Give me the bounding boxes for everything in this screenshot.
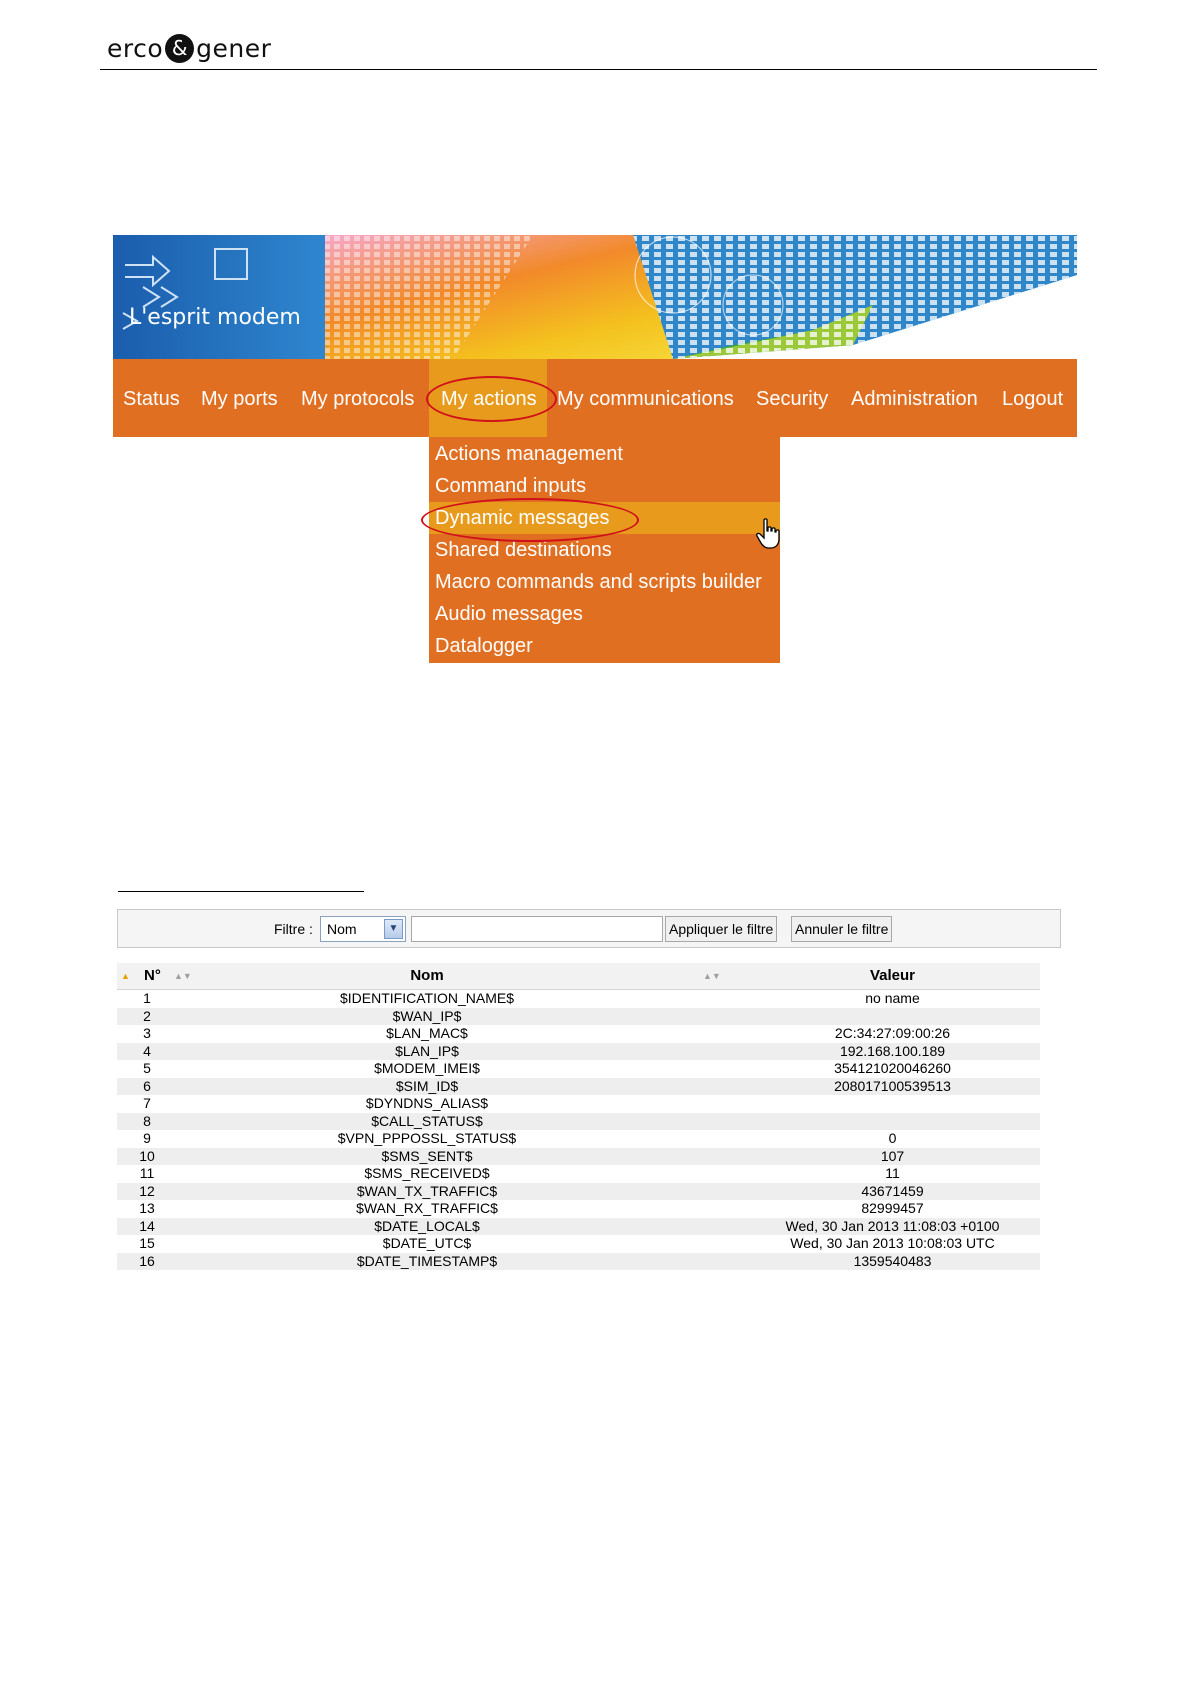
cell-valeur: Wed, 30 Jan 2013 10:08:03 UTC bbox=[790, 1235, 995, 1251]
cell-valeur: 354121020046260 bbox=[834, 1060, 951, 1076]
sort-asc-icon[interactable]: ▲ bbox=[121, 971, 130, 981]
cell-nom: $DATE_UTC$ bbox=[382, 1235, 472, 1251]
table-row[interactable] bbox=[117, 1165, 1040, 1183]
cell-num: 2 bbox=[143, 1007, 151, 1024]
cell-nom: $MODEM_IMEI$ bbox=[374, 1060, 480, 1076]
cell-nom: $SMS_SENT$ bbox=[381, 1147, 473, 1164]
menu-item-shared-destinations[interactable]: Shared destinations bbox=[435, 539, 612, 561]
cell-num: 13 bbox=[139, 1200, 155, 1216]
table-row[interactable] bbox=[117, 1200, 1040, 1218]
cell-nom: $DYNDNS_ALIAS$ bbox=[365, 1095, 489, 1111]
cell-nom: $DATE_TIMESTAMP$ bbox=[356, 1252, 498, 1269]
cell-num: 16 bbox=[139, 1252, 155, 1269]
site-banner bbox=[113, 235, 1077, 359]
cell-valeur: Wed, 30 Jan 2013 11:08:03 +0100 bbox=[785, 1217, 1000, 1234]
nav-item-security[interactable]: Security bbox=[756, 388, 829, 410]
cell-nom: $DATE_LOCAL$ bbox=[374, 1217, 480, 1234]
cancel-filter-button[interactable]: Annuler le filtre bbox=[791, 916, 892, 942]
table-row[interactable] bbox=[117, 990, 1040, 1008]
column-header-nom[interactable]: Nom bbox=[410, 967, 444, 984]
sort-icon[interactable]: ▲▼ bbox=[174, 971, 192, 981]
cell-num: 6 bbox=[143, 1077, 151, 1094]
column-header-valeur[interactable]: Valeur bbox=[869, 967, 916, 984]
cell-num: 1 bbox=[143, 990, 151, 1006]
cell-nom: $VPN_PPPOSSL_STATUS$ bbox=[337, 1130, 517, 1146]
cell-valeur: 208017100539513 bbox=[834, 1077, 951, 1094]
logo-ampersand: & bbox=[165, 34, 194, 63]
filter-field-value: Nom bbox=[327, 921, 357, 937]
banner-graphic bbox=[113, 235, 1077, 359]
table-row[interactable] bbox=[117, 1008, 1040, 1026]
table-row[interactable] bbox=[117, 1078, 1040, 1096]
banner-slogan: L'esprit modem bbox=[129, 305, 301, 330]
cell-num: 8 bbox=[143, 1112, 151, 1129]
cell-num: 4 bbox=[143, 1042, 151, 1059]
cell-nom: $SMS_RECEIVED$ bbox=[364, 1165, 490, 1181]
cell-valeur: 0 bbox=[888, 1130, 897, 1146]
cell-valeur: 82999457 bbox=[861, 1200, 924, 1216]
cell-valeur: 107 bbox=[880, 1147, 905, 1164]
cell-num: 5 bbox=[143, 1060, 151, 1076]
table-row[interactable] bbox=[117, 1130, 1040, 1148]
table-row[interactable] bbox=[117, 1025, 1040, 1043]
menu-item-macro-commands[interactable]: Macro commands and scripts builder bbox=[435, 571, 762, 593]
cell-nom: $LAN_IP$ bbox=[395, 1042, 459, 1059]
nav-item-logout[interactable]: Logout bbox=[1002, 388, 1064, 410]
nav-item-my-ports[interactable]: My ports bbox=[201, 388, 278, 410]
menu-item-dynamic-messages[interactable]: Dynamic messages bbox=[429, 502, 780, 534]
table-row[interactable] bbox=[117, 1095, 1040, 1113]
table-row[interactable] bbox=[117, 1060, 1040, 1078]
nav-item-my-actions[interactable]: My actions bbox=[429, 359, 547, 437]
logo-text-left: erco bbox=[107, 33, 164, 63]
table-row[interactable] bbox=[117, 1218, 1040, 1236]
nav-item-status[interactable]: Status bbox=[123, 388, 180, 410]
cell-num: 10 bbox=[139, 1147, 155, 1164]
cell-num: 12 bbox=[139, 1182, 155, 1199]
cell-nom: $WAN_TX_TRAFFIC$ bbox=[356, 1182, 498, 1199]
main-nav bbox=[113, 359, 1077, 437]
cell-num: 3 bbox=[143, 1025, 151, 1041]
filter-bar bbox=[117, 909, 1061, 948]
cell-num: 11 bbox=[139, 1165, 155, 1181]
company-logo bbox=[107, 32, 271, 64]
nav-item-my-communications[interactable]: My communications bbox=[557, 388, 734, 410]
nav-item-administration[interactable]: Administration bbox=[851, 388, 978, 410]
table-body bbox=[117, 990, 1040, 1270]
menu-item-command-inputs[interactable]: Command inputs bbox=[435, 475, 587, 497]
cell-nom: $CALL_STATUS$ bbox=[371, 1112, 483, 1129]
header-rule bbox=[100, 69, 1097, 70]
cell-valeur: 1359540483 bbox=[853, 1252, 932, 1269]
sort-icon[interactable]: ▲▼ bbox=[703, 971, 721, 981]
cell-num: 9 bbox=[143, 1130, 151, 1146]
table-row[interactable] bbox=[117, 1183, 1040, 1201]
cell-valeur: 2C:34:27:09:00:26 bbox=[834, 1025, 951, 1041]
cell-nom: $WAN_IP$ bbox=[392, 1007, 462, 1024]
actions-dropdown-menu bbox=[429, 437, 780, 663]
filter-label: Filtre : bbox=[274, 921, 313, 937]
cell-nom: $IDENTIFICATION_NAME$ bbox=[340, 990, 514, 1006]
apply-filter-button[interactable]: Appliquer le filtre bbox=[665, 916, 777, 942]
nav-item-my-protocols[interactable]: My protocols bbox=[301, 388, 415, 410]
table-row[interactable] bbox=[117, 1253, 1040, 1271]
menu-item-audio-messages[interactable]: Audio messages bbox=[435, 603, 583, 625]
chevron-down-icon[interactable]: ▼ bbox=[384, 919, 403, 939]
hand-cursor-icon bbox=[756, 518, 782, 550]
cell-valeur: 43671459 bbox=[861, 1182, 924, 1199]
table-row[interactable] bbox=[117, 1235, 1040, 1253]
caption-underline bbox=[118, 891, 364, 892]
cell-nom: $LAN_MAC$ bbox=[386, 1025, 468, 1041]
cell-num: 7 bbox=[143, 1095, 151, 1111]
table-row[interactable] bbox=[117, 1113, 1040, 1131]
column-header-num[interactable]: N° bbox=[144, 967, 161, 984]
cell-valeur: 192.168.100.189 bbox=[839, 1042, 946, 1059]
table-row[interactable] bbox=[117, 1043, 1040, 1061]
table-header bbox=[117, 963, 1040, 990]
menu-item-actions-management[interactable]: Actions management bbox=[435, 443, 623, 465]
table-row[interactable] bbox=[117, 1148, 1040, 1166]
dynamic-messages-table bbox=[117, 963, 1040, 1270]
cell-nom: $WAN_RX_TRAFFIC$ bbox=[356, 1200, 498, 1216]
cell-num: 14 bbox=[139, 1217, 155, 1234]
cell-valeur: 11 bbox=[885, 1165, 900, 1181]
logo-text-right: gener bbox=[196, 33, 272, 63]
filter-field-select[interactable] bbox=[320, 916, 406, 942]
cell-num: 15 bbox=[139, 1235, 155, 1251]
filter-text-input[interactable] bbox=[411, 916, 663, 942]
menu-item-datalogger[interactable]: Datalogger bbox=[435, 635, 533, 657]
cell-valeur: no name bbox=[865, 990, 920, 1006]
cell-nom: $SIM_ID$ bbox=[395, 1077, 459, 1094]
